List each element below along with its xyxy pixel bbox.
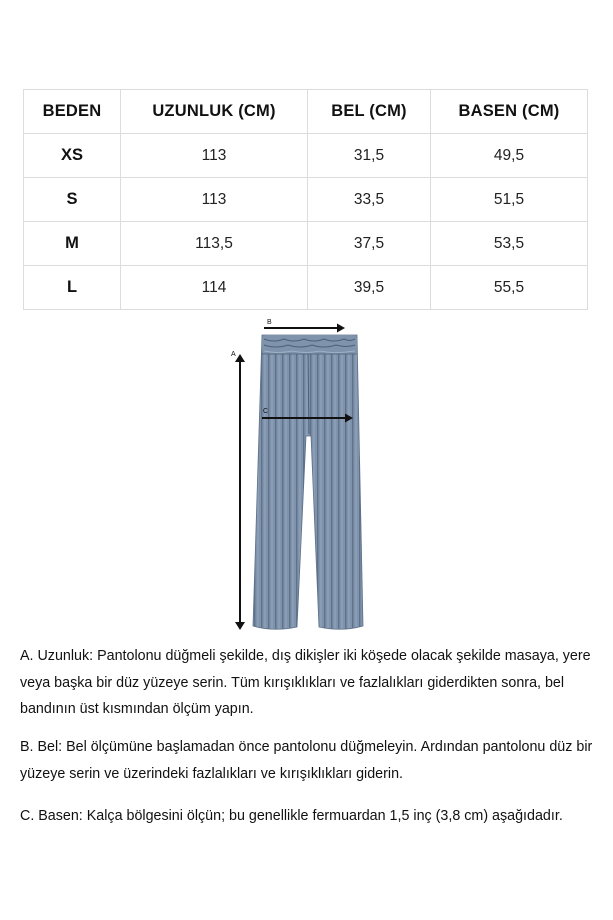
length-cell: 113,5 — [121, 222, 308, 266]
note-hip: C. Basen: Kalça bölgesini ölçün; bu genellikle fermuardan 1,5 inç (3,8 cm) aşağıdadır. — [20, 808, 563, 824]
hip-cell: 55,5 — [431, 266, 588, 310]
header-beden: BEDEN — [24, 90, 121, 134]
size-chart-table — [23, 89, 588, 310]
table-row — [24, 222, 588, 266]
trousers-image — [253, 335, 363, 629]
length-arrow — [235, 354, 245, 630]
waist-cell: 37,5 — [308, 222, 431, 266]
label-a: A — [231, 351, 236, 358]
header-basen: BASEN (CM) — [431, 90, 588, 134]
length-cell: 114 — [121, 266, 308, 310]
hip-cell: 51,5 — [431, 178, 588, 222]
size-cell: XS — [24, 134, 121, 178]
waist-cell: 31,5 — [308, 134, 431, 178]
size-cell: M — [24, 222, 121, 266]
waist-arrow — [264, 324, 345, 333]
table-row — [24, 266, 588, 310]
label-b: B — [267, 319, 272, 326]
table-row — [24, 134, 588, 178]
note-length: A. Uzunluk: Pantolonu düğmeli şekilde, dış dikişler iki köşede olacak şekilde masaya, yere veya başka bir düz yüzeye serin. Tüm kırışıklıkları ve fazlalıkları giderdikten sonra, bel bandının üst kısmından ölçüm yapın. — [20, 648, 591, 717]
waistband — [262, 335, 357, 354]
label-c: C — [263, 408, 269, 415]
waist-cell: 33,5 — [308, 178, 431, 222]
size-cell: L — [24, 266, 121, 310]
header-uzunluk: UZUNLUK (CM) — [121, 90, 308, 134]
table-row — [24, 178, 588, 222]
measurement-diagram — [226, 314, 376, 639]
hip-cell: 49,5 — [431, 134, 588, 178]
table-header-row — [24, 90, 588, 134]
note-waist: B. Bel: Bel ölçümüne başlamadan önce pantolonu düğmeleyin. Ardından pantolonu düz bir yüzeye serin ve üzerindeki fazlalıkları ve kırışıklıkları giderin. — [20, 739, 593, 782]
size-cell: S — [24, 178, 121, 222]
length-cell: 113 — [121, 134, 308, 178]
header-bel: BEL (CM) — [308, 90, 431, 134]
waist-cell: 39,5 — [308, 266, 431, 310]
length-cell: 113 — [121, 178, 308, 222]
hip-cell: 53,5 — [431, 222, 588, 266]
